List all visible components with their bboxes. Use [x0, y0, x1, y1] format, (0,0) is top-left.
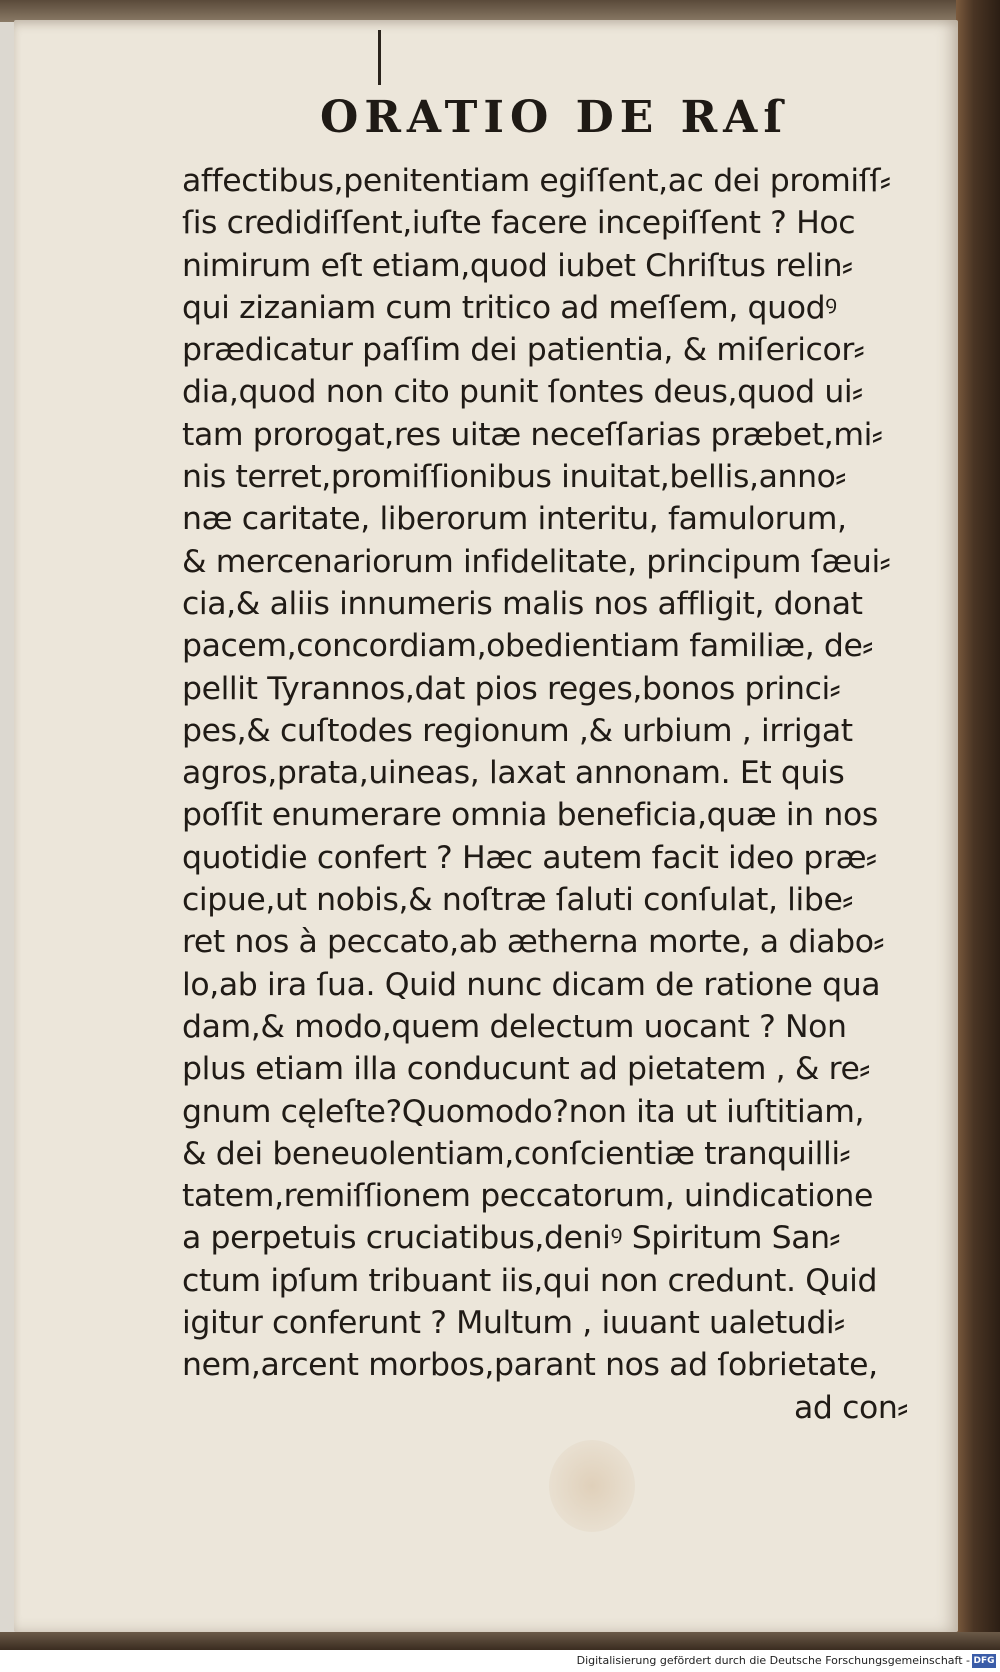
- text-line: agros,prata,uineas, laxat annonam. Et quis: [182, 755, 845, 792]
- text-line: igitur conferunt ? Multum , iuuant ualetudi⸗: [182, 1305, 845, 1342]
- running-head: ORATIO DE RAſ: [320, 92, 789, 143]
- text-line: pellit Tyrannos,dat pios reges,bonos princi⸗: [182, 670, 840, 707]
- text-line: & dei beneuolentiam,conſcientiæ tranquilli⸗: [182, 1135, 850, 1172]
- body-text: [182, 160, 952, 1600]
- text-line: tam prorogat,res uitæ neceſſarias præbet,mi⸗: [182, 416, 883, 453]
- text-line: plus etiam illa conducunt ad pietatem , & re⸗: [182, 1051, 870, 1088]
- text-line: poſſit enumerare omnia beneficia,quæ in nos: [182, 797, 878, 834]
- text-line: dam,& modo,quem delectum uocant ? Non: [182, 1008, 847, 1045]
- text-line: nem,arcent morbos,parant nos ad ſobrietate,: [182, 1347, 878, 1384]
- text-line: quotidie confert ? Hæc autem facit ideo præ⸗: [182, 839, 877, 876]
- text-line: lo,ab ira ſua. Quid nunc dicam de ratione qua: [182, 966, 881, 1003]
- text-line: prædicatur paſſim dei patientia, & miſericor⸗: [182, 332, 864, 369]
- text-line: pacem,concordiam,obedientiam familiæ, de⸗: [182, 628, 873, 665]
- text-line: pes,& cuſtodes regionum ,& urbium , irrigat: [182, 712, 853, 749]
- dfg-logo: DFG: [973, 1656, 995, 1666]
- text-line: affectibus,penitentiam egiſſent,ac dei promiſſ⸗: [182, 163, 891, 199]
- text-line: ctum ipſum tribuant iis,qui non credunt. Quid: [182, 1262, 878, 1299]
- book-edge-bottom: [0, 1632, 1000, 1650]
- text-line: cia,& aliis innumeris malis nos affligit, donat: [182, 585, 863, 622]
- text-line: nimirum eſt etiam,quod iubet Chriſtus relin⸗: [182, 247, 853, 284]
- text-line: ret nos à peccato,ab ætherna morte, a diabo⸗: [182, 924, 884, 961]
- text-line: tatem,remiſſionem peccatorum, uindicatione: [182, 1178, 873, 1215]
- text-line: nis terret,promiſſionibus inuitat,bellis,anno⸗: [182, 459, 846, 496]
- book-edge-right: [956, 0, 1000, 1650]
- text-line: gnum cęleſte?Quomodo?non ita ut iuſtitiam,: [182, 1093, 865, 1130]
- text-line: qui zizaniam cum tritico ad meſſem, quodꝰ: [182, 289, 837, 326]
- text-line: ad con⸗: [794, 1389, 908, 1426]
- gutter-mark: [378, 30, 381, 85]
- digitization-footer: [0, 1650, 1000, 1672]
- book-edge-top: [0, 0, 1000, 22]
- text-line: ſis credidiſſent,iuſte facere incepiſſent ? Hoc: [182, 205, 856, 242]
- text-line: & mercenariorum infidelitate, principum ſæui⸗: [182, 543, 890, 580]
- text-line: cipue,ut nobis,& noſtræ ſaluti conſulat, libe⸗: [182, 882, 853, 919]
- text-line: dia,quod non cito punit ſontes deus,quod ui⸗: [182, 374, 863, 411]
- text-line: a perpetuis cruciatibus,deniꝰ Spiritum San⸗: [182, 1220, 840, 1257]
- text-line: næ caritate, liberorum interitu, famulorum,: [182, 501, 847, 538]
- footer-credit: Digitalisierung gefördert durch die Deutsche Forschungsgemeinschaft -: [576, 1654, 970, 1667]
